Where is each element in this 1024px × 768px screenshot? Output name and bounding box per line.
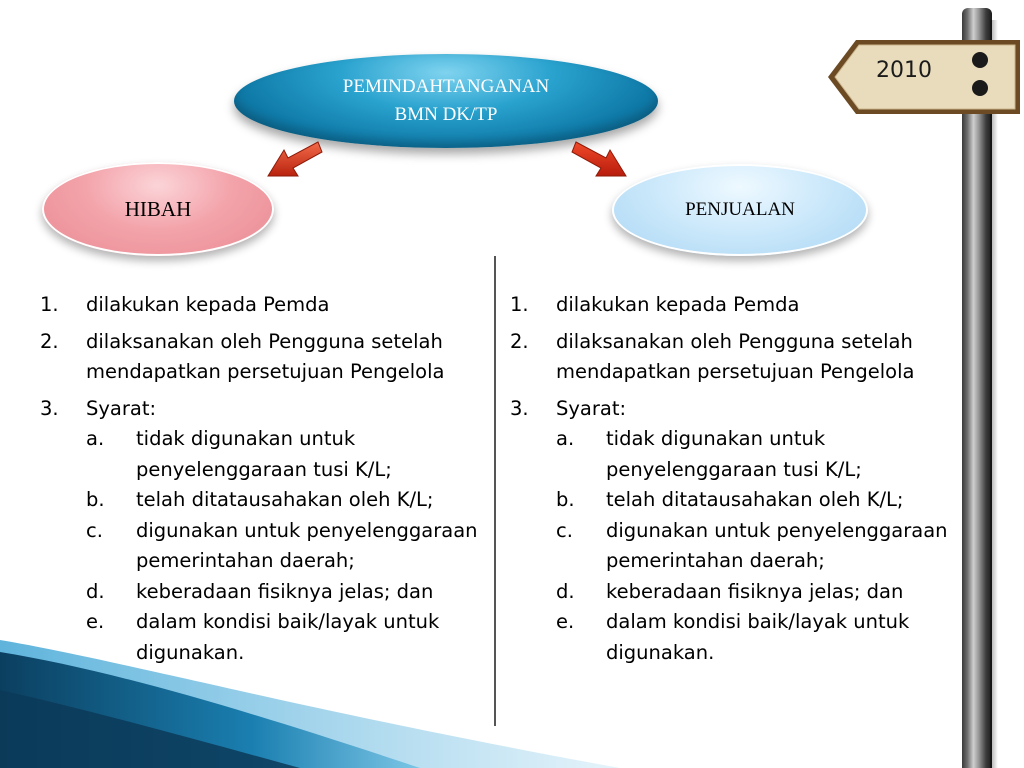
list-item [40,327,480,388]
sub-list-item [86,577,480,608]
list-item [510,290,950,321]
sub-list-text: tidak digunakan untuk penyelenggaraan tusi K/L; [136,427,392,481]
list-text: dilakukan kepada Pemda [86,293,330,316]
sub-list-letter: a. [86,427,105,450]
year-label: 2010 [876,58,932,83]
sub-list-text: digunakan untuk penyelenggaraan pemerintahan daerah; [606,518,948,572]
sub-list-letter: b. [86,488,105,511]
list-item [510,327,950,388]
sub-list-item [86,607,480,668]
list-text: dilakukan kepada Pemda [556,293,800,316]
sub-list-text: keberadaan fisiknya jelas; dan [606,579,904,603]
sub-list-text: dalam kondisi baik/layak untuk digunakan. [606,610,910,664]
list-number: 1. [510,293,529,316]
sign-bolt-icon [972,52,988,68]
sub-list-letter: e. [86,610,105,633]
list-number: 2. [510,329,529,353]
sub-list-item [556,516,950,577]
penjualan-oval [612,164,868,256]
sub-list-text: telah ditatausahakan oleh K/L; [606,488,904,511]
main-topic-line2: BMN DK/TP [394,104,498,125]
sub-list-item [556,485,950,516]
sub-list-text: telah ditatausahakan oleh K/L; [136,488,434,511]
list-text: dilaksanakan oleh Pengguna setelah mendapatkan persetujuan Pengelola [86,329,445,383]
sub-list-letter: c. [556,518,573,542]
sign-bolt-icon [972,80,988,96]
hibah-criteria-list [40,290,480,668]
list-text: dilaksanakan oleh Pengguna setelah mendapatkan persetujuan Pengelola [556,329,915,383]
sub-list-letter: e. [556,610,575,633]
list-item [40,394,480,425]
list-text: Syarat: [556,396,627,420]
main-topic-oval [234,54,658,148]
sub-list-text: tidak digunakan untuk penyelenggaraan tusi K/L; [606,427,862,481]
sub-list-text: dalam kondisi baik/layak untuk digunakan. [136,610,440,664]
sub-list-letter: d. [556,579,575,603]
column-divider [494,256,496,726]
signpost-pole [962,8,992,768]
list-item [40,290,480,321]
list-item [510,394,950,425]
list-number: 1. [40,293,59,316]
sub-list-item [86,424,480,485]
list-number: 3. [40,396,59,420]
penjualan-label: PENJUALAN [685,199,795,220]
sub-list-letter: d. [86,579,105,603]
sub-list-letter: a. [556,427,575,450]
sub-list-item [556,577,950,608]
arrow-down-right-icon [570,136,632,182]
hibah-label: HIBAH [124,196,192,221]
sub-list-item [556,607,950,668]
penjualan-criteria-list [510,290,950,668]
list-number: 3. [510,396,529,420]
list-text: Syarat: [86,396,157,420]
hibah-oval [42,162,274,256]
signpost-pole-shadow [990,20,998,768]
sub-list-item [556,424,950,485]
sub-list-item [86,485,480,516]
main-topic-line1: PEMINDAHTANGANAN [342,76,550,97]
sub-list-letter: c. [86,518,103,542]
list-number: 2. [40,329,59,353]
sub-list-item [86,516,480,577]
sub-list-text: keberadaan fisiknya jelas; dan [136,579,434,603]
sub-list-text: digunakan untuk penyelenggaraan pemerintahan daerah; [136,518,478,572]
sub-list-letter: b. [556,488,575,511]
arrow-down-left-icon [262,136,324,182]
